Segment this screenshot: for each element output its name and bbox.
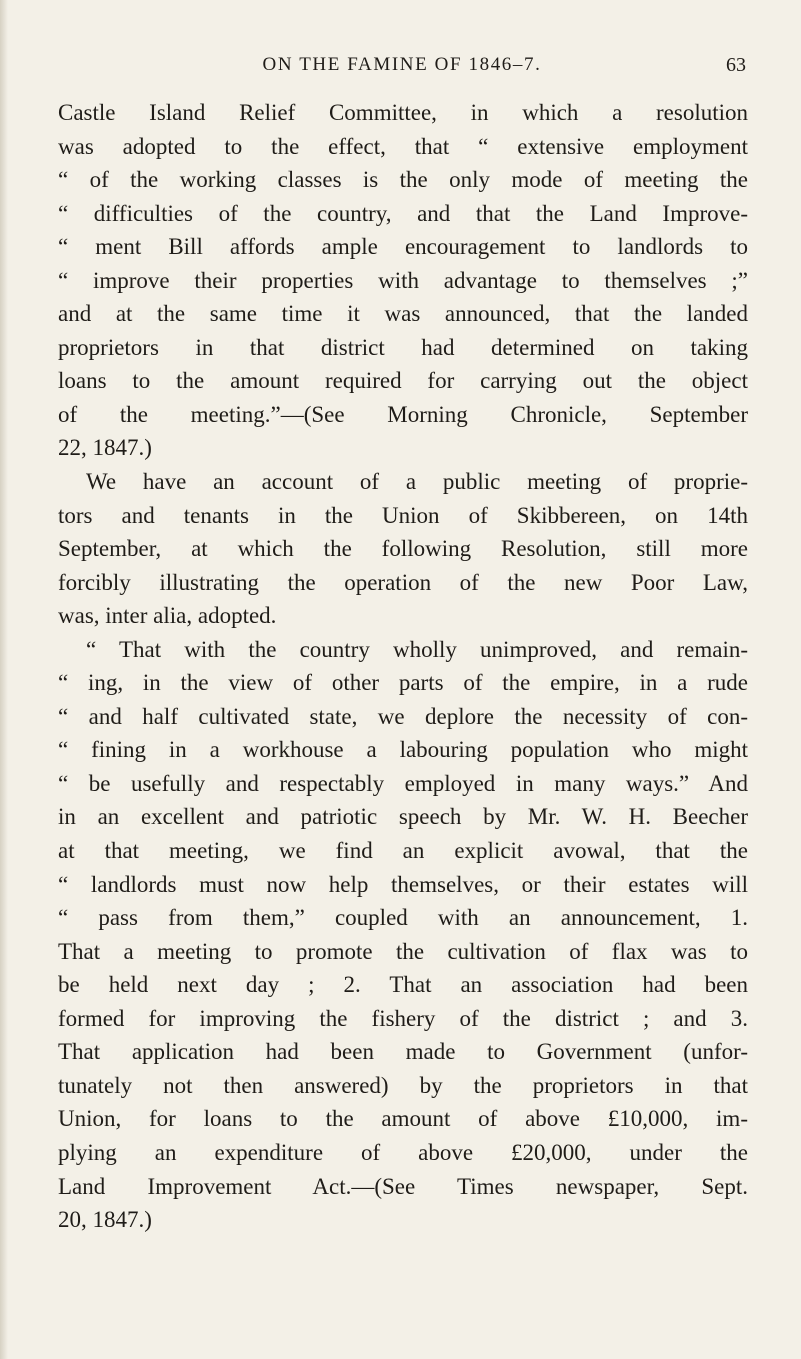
text-line: in an excellent and patriotic speech by Mr. W. H. Beecher	[58, 804, 748, 830]
text-line: Castle Island Relief Committee, in which a resolution	[58, 100, 748, 125]
text-line: “ difficulties of the country, and that the Land Improve-	[58, 200, 748, 226]
text-line: formed for improving the fishery of the district ; and 3.	[58, 1005, 748, 1031]
text-line: tunately not then answered) by the proprietors in that	[58, 1072, 748, 1098]
text-line: That a meeting to promote the cultivation of flax was to	[58, 938, 748, 964]
text-line: was, inter alia, adopted.	[58, 603, 277, 629]
text-line: That application had been made to Government (unfor-	[58, 1039, 748, 1065]
text-line: “ pass from them,” coupled with an announcement, 1.	[58, 905, 748, 931]
text-line: of the meeting.”—(See Morning Chronicle, September	[58, 401, 748, 427]
text-line: We have an account of a public meeting of proprie-	[86, 469, 748, 495]
text-line: at that meeting, we find an explicit avowal, that the	[58, 838, 748, 864]
text-line: tors and tenants in the Union of Skibbereen, on 14th	[58, 502, 748, 528]
text-line: September, at which the following Resolution, still more	[58, 536, 748, 562]
text-line: be held next day ; 2. That an association had been	[58, 972, 748, 998]
text-line: “ fining in a workhouse a labouring population who might	[58, 737, 748, 763]
text-line: “ ment Bill affords ample encouragement to landlords to	[58, 234, 748, 260]
text-line: Land Improvement Act.—(See Times newspaper, Sept.	[58, 1173, 748, 1199]
page-edge-shadow	[0, 0, 8, 1359]
body-text	[58, 96, 748, 1237]
text-line: was adopted to the effect, that “ extensive employment	[58, 133, 748, 159]
text-line: “ improve their properties with advantage to themselves ;”	[58, 267, 748, 293]
text-line: 22, 1847.)	[58, 435, 152, 461]
text-line: Union, for loans to the amount of above £10,000, im-	[58, 1106, 748, 1132]
text-line: “ and half cultivated state, we deplore the necessity of con-	[58, 703, 748, 729]
page-number: 63	[726, 54, 746, 76]
text-line: “ be usefully and respectably employed in many ways.” And	[58, 770, 748, 796]
text-line: “ ing, in the view of other parts of the empire, in a rude	[58, 670, 748, 696]
text-line: 20, 1847.)	[58, 1207, 152, 1233]
text-line: “ That with the country wholly unimproved, and remain-	[86, 636, 748, 662]
running-title: ON THE FAMINE OF 1846–7.	[262, 54, 542, 75]
text-line: and at the same time it was announced, that the landed	[58, 301, 748, 327]
text-line: plying an expenditure of above £20,000, under the	[58, 1139, 748, 1165]
text-line: “ of the working classes is the only mode of meeting the	[58, 167, 748, 193]
text-line: loans to the amount required for carrying out the object	[58, 368, 748, 394]
text-line: “ landlords must now help themselves, or their estates will	[58, 871, 748, 897]
running-head	[58, 50, 746, 80]
text-line: proprietors in that district had determined on taking	[58, 334, 748, 360]
text-line: forcibly illustrating the operation of the new Poor Law,	[58, 569, 748, 595]
